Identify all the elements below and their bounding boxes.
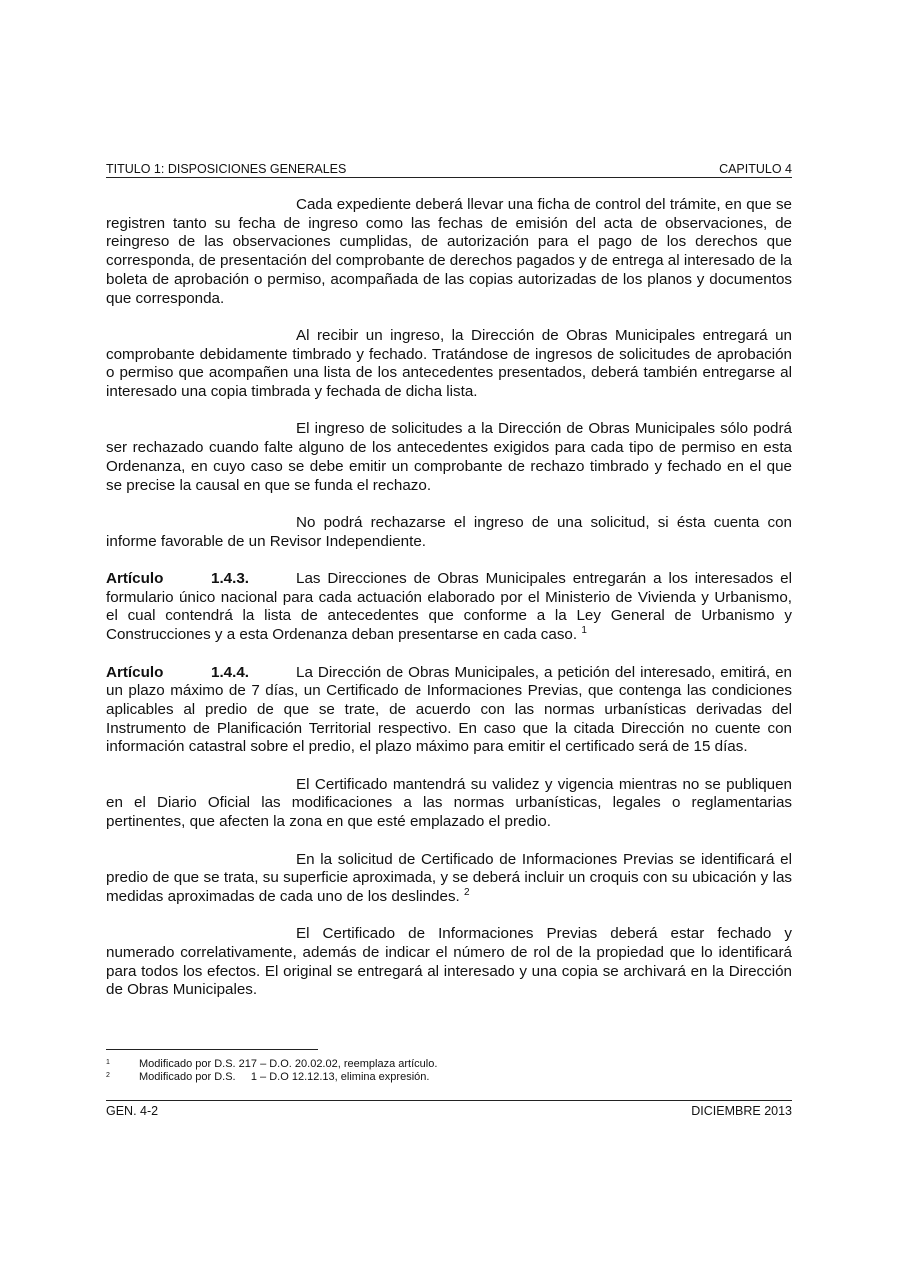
footnote [106, 1071, 792, 1084]
article-label: Artículo [106, 663, 164, 681]
footer-date: DICIEMBRE 2013 [691, 1104, 792, 1118]
footnote-text: Modificado por D.S. 1 – D.O 12.12.13, elimina expresión. [139, 1071, 430, 1083]
header-title: TITULO 1: DISPOSICIONES GENERALES [106, 162, 347, 176]
paragraph: En la solicitud de Certificado de Informaciones Previas se identificará el predio de que se trata, su superficie aproximada, y se deberá incluir un croquis con su ubicación y las medidas aproximadas de cada uno de los deslindes. $^2$ [106, 850, 792, 905]
footer-code: GEN. 4-2 [106, 1104, 159, 1118]
footnote [106, 1058, 792, 1071]
article-text: La Dirección de Obras Municipales, a petición del interesado, emitirá, en un plazo máximo de 7 días, un Certificado de Informaciones Previas, que contenga las condiciones aplicables al predio de que se trate, de acuerdo con las normas urbanísticas derivadas del Instrumento de Planificación Territorial respectivo. En caso que la citada Dirección no cuente con información catastral sobre el predio, el plazo máximo para emitir el certificado será de 15 días. [106, 663, 792, 756]
footnote-ref: 2 [464, 886, 470, 898]
footnote-text: Modificado por D.S. 217 – D.O. 20.02.02, reemplaza artículo. [139, 1058, 438, 1070]
footnote-separator [106, 1049, 318, 1050]
document-page [106, 0, 792, 1280]
page-footer [106, 1100, 792, 1118]
header-chapter: CAPITULO 4 [719, 162, 792, 176]
footnotes [106, 1058, 792, 1084]
paragraph: No podrá rechazarse el ingreso de una solicitud, si ésta cuenta con informe favorable de un Revisor Independiente. [106, 513, 792, 550]
page-header [106, 160, 792, 178]
article-label: Artículo [106, 570, 164, 587]
article-text: Las Direcciones de Obras Municipales entregarán a los interesados el formulario único nacional para cada actuación elaborado por el Ministerio de Vivienda y Urbanismo, el cual contendrá la lista de antecedentes que conforme a la Ley General de Urbanismo y Construcciones y a esta Ordenanza deban presentarse en cada caso. [106, 570, 792, 644]
article-number: 1.4.3. [211, 570, 249, 587]
paragraph: El Certificado mantendrá su validez y vigencia mientras no se publiquen en el Diario Oficial las modificaciones a las normas urbanísticas, legales o reglamentarias pertinentes, que afecten la zona en que esté emplazado el predio. [106, 775, 792, 831]
footnote-mark: 2 [106, 1072, 110, 1079]
document-body [106, 196, 792, 1019]
footnote-ref: 1 [581, 625, 587, 637]
paragraph: El ingreso de solicitudes a la Dirección de Obras Municipales sólo podrá ser rechazado cuando falte alguno de los antecedentes exigidos para cada tipo de permiso en esta Ordenanza, en cuyo caso se debe emitir un comprobante de rechazo timbrado y fechado en el que se precise la causal en que se funda el rechazo. [106, 420, 792, 494]
article-number: 1.4.4. [211, 663, 249, 681]
article-1-4-4 [106, 664, 792, 758]
paragraph: El Certificado de Informaciones Previas deberá estar fechado y numerado correlativamente, además de indicar el número de rol de la propiedad que lo identificará para todos los efectos. El original se entregará al interesado y una copia se archivará en la Dirección de Obras Municipales. [106, 925, 792, 999]
paragraph: Al recibir un ingreso, la Dirección de Obras Municipales entregará un comprobante debidamente timbrado y fechado. Tratándose de ingresos de solicitudes de aprobación o permiso que acompañen una lista de los antecedentes presentados, deberá también entregarse al interesado una copia timbrada y fechada de dicha lista. [106, 326, 792, 401]
article-1-4-3 [106, 570, 792, 645]
footnote-mark: 1 [106, 1059, 110, 1066]
paragraph: Cada expediente deberá llevar una ficha de control del trámite, en que se registren tanto su fecha de ingreso como las fechas de emisión del acta de observaciones, de reingreso de las observaciones cumplidas, de autorización para el pago de los derechos que corresponda, de presentación del comprobante de derechos pagados y de entrega al interesado de la boleta de aprobación o permiso, acompañada de las copias autorizadas de los planos y documentos que corresponda. [106, 196, 792, 307]
